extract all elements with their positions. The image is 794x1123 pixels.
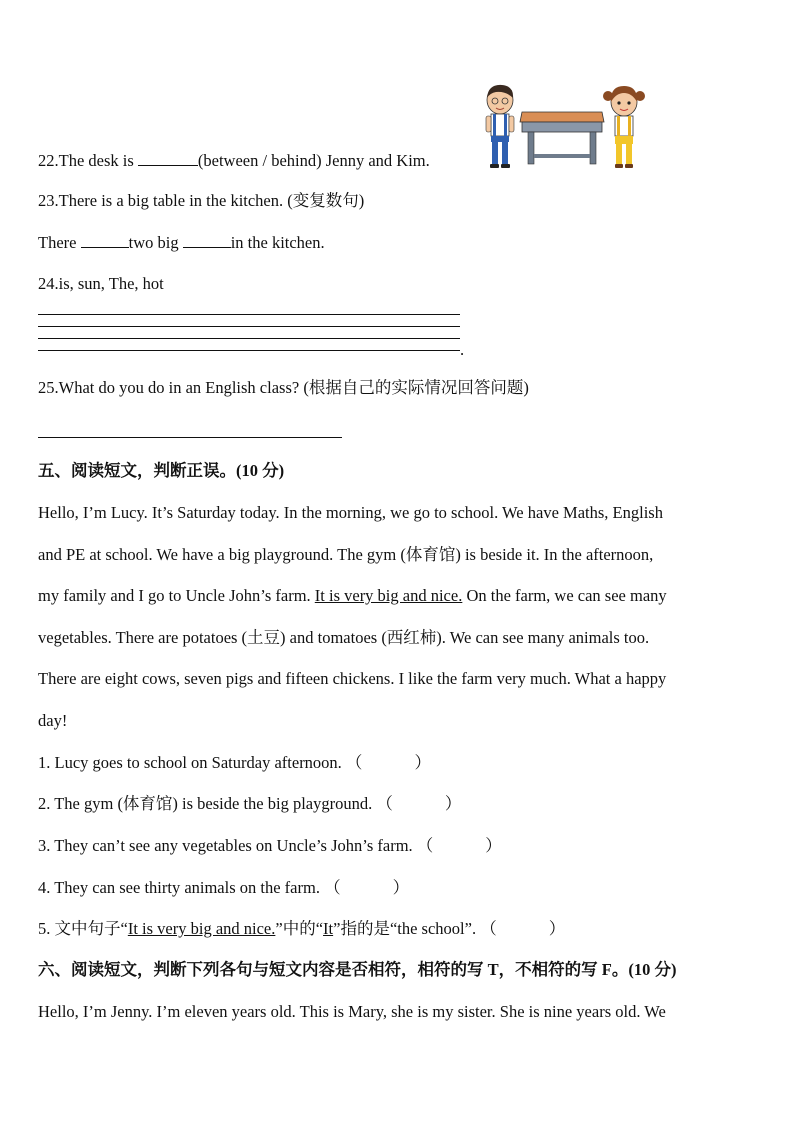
underlined-word: It (323, 919, 334, 938)
passage-text: On the farm, we can see many (462, 586, 667, 605)
question-text: There is a big table in the kitchen. (变复数句) (58, 191, 365, 210)
underlined-sentence: It is very big and nice. (127, 919, 276, 938)
passage-1-line-3 (38, 586, 667, 606)
question-number: 23. (38, 191, 59, 210)
answer-blank[interactable] (183, 233, 231, 248)
tf-question: 4. They can see thirty animals on the farm. （ (38, 878, 341, 897)
answer-text: in the kitchen. (230, 233, 325, 252)
question-text: is, sun, The, hot (58, 274, 164, 293)
tf-item-2: 2. The gym (体育馆) is beside the big playground. （ ） (38, 794, 462, 813)
tf-item-1: 1. Lucy goes to school on Saturday afternoon. （ ） (38, 753, 431, 772)
girl-figure (603, 86, 645, 168)
answer-text: two big (128, 233, 183, 252)
boy-desk-girl-illustration (476, 82, 652, 170)
passage-1-line-4: vegetables. There are potatoes (土豆) and tomatoes (西红柿). We can see many animals too. (38, 628, 650, 647)
section-5-title: 五、阅读短文，判断正误。(10 分) (38, 461, 285, 480)
question-text: The desk is (58, 151, 138, 170)
answer-text: There (38, 233, 81, 252)
writing-line[interactable] (38, 338, 460, 339)
answer-line[interactable] (38, 437, 342, 438)
passage-1-line-2: and PE at school. We have a big playground. The gym (体育馆) is beside it. In the afternoon, (38, 545, 654, 564)
passage-1-line-5: There are eight cows, seven pigs and fifteen chickens. I like the farm very much. What a happy (38, 669, 667, 688)
underlined-sentence: It is very big and nice. (314, 586, 463, 605)
tf-question: 3. They can’t see any vegetables on Uncle’s John’s farm. （ (38, 836, 434, 855)
tf-item-3: 3. They can’t see any vegetables on Uncle’s John’s farm. （ ） (38, 836, 502, 855)
writing-line[interactable] (38, 350, 460, 351)
tf-item-4: 4. They can see thirty animals on the farm. （ ） (38, 878, 410, 897)
tf-question: 1. Lucy goes to school on Saturday afternoon. （ (38, 753, 363, 772)
question-number: 22. (38, 151, 59, 170)
answer-blank[interactable] (81, 233, 129, 248)
question-24 (38, 274, 164, 294)
question-text: What do you do in an English class? (根据自己的实际情况回答问题) (58, 378, 529, 397)
sentence-period: . (460, 340, 465, 359)
writing-line[interactable] (38, 314, 460, 315)
tf-question: 2. The gym (体育馆) is beside the big playground. （ (38, 794, 393, 813)
question-22 (38, 151, 430, 171)
question-text: (between / behind) Jenny and Kim. (197, 151, 430, 170)
passage-1-line-6: day! (38, 711, 68, 730)
passage-1-line-1: Hello, I’m Lucy. It’s Saturday today. In the morning, we go to school. We have Maths, English (38, 503, 663, 522)
tf-item-5: 5. 文中句子“It is very big and nice.”中的“It”指的是“the school”. （ ） (38, 919, 566, 938)
question-23-answer (38, 233, 325, 253)
writing-line[interactable] (38, 326, 460, 327)
question-number: 25. (38, 378, 59, 397)
question-23 (38, 191, 364, 211)
passage-text: my family and I go to Uncle John’s farm. (38, 586, 315, 605)
question-number: 24. (38, 274, 59, 293)
answer-blank[interactable] (138, 151, 198, 166)
passage-2-line-1: Hello, I’m Jenny. I’m eleven years old. This is Mary, she is my sister. She is nine years old. We (38, 1002, 666, 1021)
desk-figure (520, 112, 604, 164)
boy-figure (486, 85, 514, 168)
question-25 (38, 378, 529, 398)
section-6-title: 六、阅读短文，判断下列各句与短文内容是否相符，相符的写 T，不相符的写 F。(10 分) (38, 960, 677, 979)
